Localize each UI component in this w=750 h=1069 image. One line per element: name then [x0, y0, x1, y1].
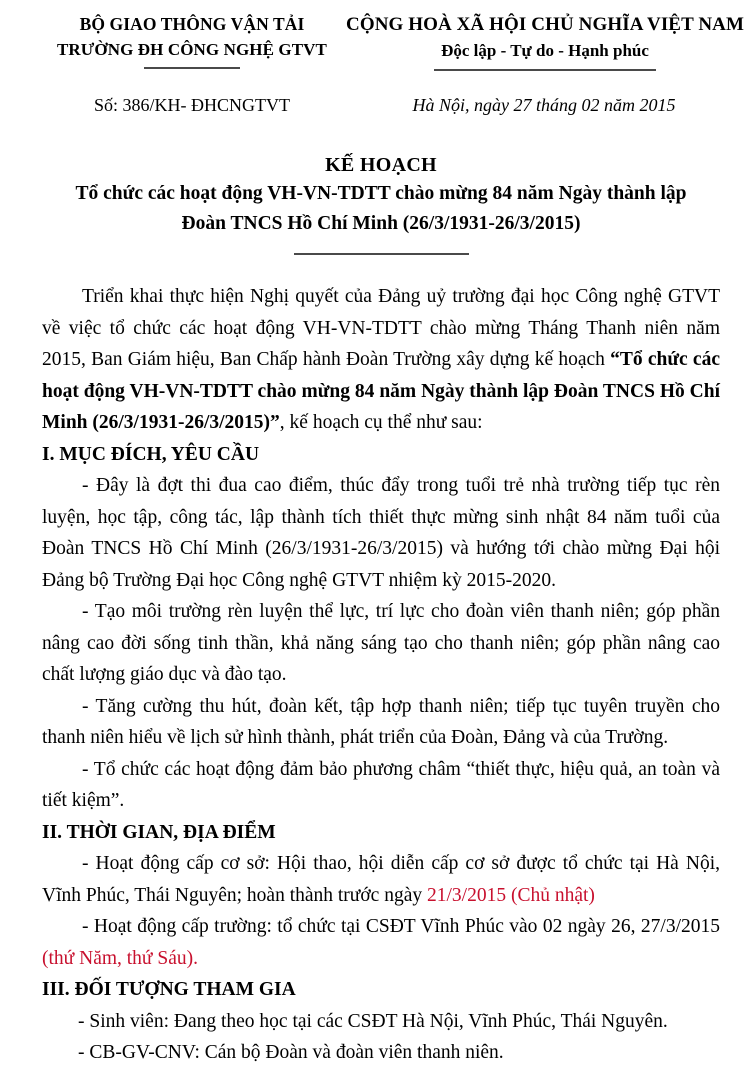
section-heading-i: I. MỤC ĐÍCH, YÊU CẦU [42, 443, 260, 465]
issuing-authority-block [42, 12, 342, 69]
university-name: TRƯỜNG ĐH CÔNG NGHỆ GTVT [56, 40, 327, 59]
section-heading-ii: II. THỜI GIAN, ĐỊA ĐIỂM [42, 821, 276, 843]
intro-paragraph [42, 281, 720, 439]
place-and-date: Hà Nội, ngày 27 tháng 02 năm 2015 [412, 95, 676, 115]
section-ii-item-1-text: - Hoạt động cấp cơ sở: Hội thao, hội diễn cấp cơ sở được tổ chức tại Hà Nội, Vĩnh Phúc, Thái Nguyên; hoàn thành trước ngày [42, 853, 720, 906]
section-iii-item-staff: - CB-GV-CNV: Cán bộ Đoàn và đoàn viên thanh niên. [78, 1042, 504, 1063]
document-number: Số: 386/KH- ĐHCNGTVT [94, 95, 290, 115]
section-i-paragraph-2: - Tạo môi trường rèn luyện thể lực, trí lực cho đoàn viên thanh niên; góp phần nâng cao đời sống tinh thần, khả năng sáng tạo cho thanh niên; góp phần nâng cao chất lượng giáo dục và đào tạo. [42, 601, 720, 685]
document-title-block [42, 151, 720, 255]
section-ii-item-2-weekdays: (thứ Năm, thứ Sáu). [42, 947, 198, 969]
section-iii-item-students: - Sinh viên: Đang theo học tại các CSĐT Hà Nội, Vĩnh Phúc, Thái Nguyên. [78, 1010, 668, 1032]
section-ii-item-1 [42, 848, 720, 911]
document-subtitle-line-2: Đoàn TNCS Hồ Chí Minh (26/3/1931-26/3/2015) [181, 213, 581, 234]
section-heading-iii: III. ĐỐI TƯỢNG THAM GIA [42, 979, 296, 1000]
intro-quoted-plan-name: “Tổ chức các hoạt động VH-VN-TDTT chào mừng 84 năm Ngày thành lập Đoàn TNCS Hồ Chí Minh (26/3/1931-26/3/2015)” [42, 349, 720, 433]
section-i-paragraph-1: - Đây là đợt thi đua cao điểm, thúc đẩy trong tuổi trẻ nhà trường tiếp tục rèn luyện, học tập, công tác, lập thành tích thiết thực mừng sinh nhật 84 năm tuổi của Đoàn TNCS Hồ Chí Minh (26/3/1931-26/3/2015) và hướng tới chào mừng Đại hội Đảng bộ Trường Đại học Công nghệ GTVT nhiệm kỳ 2015-2020. [42, 475, 720, 591]
section-ii-item-2-text: - Hoạt động cấp trường: tổ chức tại CSĐT Vĩnh Phúc vào 02 ngày 26, 27/3/2015 [82, 916, 720, 937]
national-heading-block [342, 12, 744, 71]
header-rule-right [434, 69, 656, 71]
document-meta-row [42, 93, 720, 117]
section-i-paragraph-4: - Tổ chức các hoạt động đảm bảo phương châm “thiết thực, hiệu quả, an toàn và tiết kiệm”. [42, 758, 720, 811]
section-i-paragraph-3: - Tăng cường thu hút, đoàn kết, tập hợp thanh niên; tiếp tục tuyên truyền cho thanh niên hiểu về lịch sử hình thành, phát triển của Đoàn, Đảng và của Trường. [42, 695, 720, 748]
national-motto: Độc lập - Tự do - Hạnh phúc [441, 41, 649, 60]
section-ii-item-2 [42, 911, 720, 974]
header-rule-left [144, 67, 240, 69]
document-subtitle-line-1: Tổ chức các hoạt động VH-VN-TDTT chào mừng 84 năm Ngày thành lập [75, 183, 687, 204]
country-name: CỘNG HOÀ XÃ HỘI CHỦ NGHĨA VIỆT NAM [346, 14, 745, 35]
section-ii-item-1-deadline: 21/3/2015 (Chủ nhật) [427, 884, 595, 906]
document-header [42, 12, 745, 71]
document-body [42, 281, 720, 1069]
ministry-name: BỘ GIAO THÔNG VẬN TẢI [79, 14, 305, 34]
document-type-title: KẾ HOẠCH [325, 154, 437, 176]
intro-part-1: Triển khai thực hiện Nghị quyết của Đảng uỷ trường đại học Công nghệ GTVT về việc tổ chức các hoạt động VH-VN-TDTT chào mừng Tháng Thanh niên năm 2015, Ban Giám hiệu, Ban Chấp hành Đoàn Trường xây dựng kế hoạch [42, 286, 720, 370]
title-rule [294, 253, 469, 255]
intro-part-2: , kế hoạch cụ thể như sau: [279, 412, 483, 433]
